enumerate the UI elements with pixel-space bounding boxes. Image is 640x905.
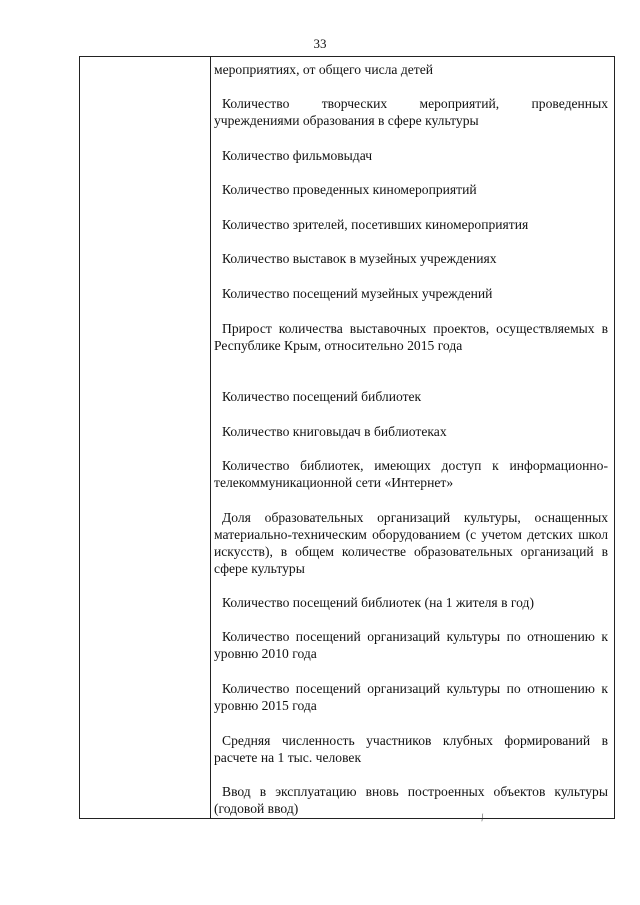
indicator-row <box>214 388 608 405</box>
indicators-table <box>79 56 615 819</box>
indicator-text: мероприятиях, от общего числа детей <box>214 62 434 77</box>
indicator-row <box>214 680 608 714</box>
indicator-text: Количество посещений организаций культуры по отношению к уровню 2010 года <box>214 629 608 661</box>
pen-mark: / <box>479 811 486 825</box>
indicator-row <box>214 285 608 302</box>
indicator-row <box>214 250 608 267</box>
indicator-text: Ввод в эксплуатацию вновь построенных объектов культуры (годовой ввод) <box>214 784 608 816</box>
indicator-text: Прирост количества выставочных проектов, осуществляемых в Республике Крым, относительно 2015 года <box>214 321 608 353</box>
indicator-text: Количество фильмовыдач <box>222 148 373 163</box>
indicator-text: Количество выставок в музейных учреждениях <box>222 251 497 266</box>
indicator-text: Количество посещений библиотек (на 1 жителя в год) <box>222 595 534 610</box>
indicator-text: Количество посещений музейных учреждений <box>222 286 493 301</box>
indicator-row <box>214 181 608 198</box>
indicator-row <box>214 147 608 164</box>
indicator-text: Количество творческих мероприятий, проведенных учреждениями образования в сфере культуры <box>214 96 608 128</box>
indicator-row <box>214 423 608 440</box>
indicator-row <box>214 320 608 354</box>
indicator-text: Количество книговыдач в библиотеках <box>222 424 447 439</box>
indicator-row <box>214 61 608 78</box>
indicator-text: Количество посещений организаций культуры по отношению к уровню 2015 года <box>214 681 608 713</box>
indicator-row <box>214 732 608 766</box>
indicator-row <box>214 783 608 817</box>
indicator-row <box>214 457 608 491</box>
column-divider <box>210 57 211 818</box>
indicator-text: Средняя численность участников клубных формирований в расчете на 1 тыс. человек <box>214 733 608 765</box>
indicator-row <box>214 95 608 129</box>
indicator-text: Количество зрителей, посетивших киномероприятия <box>222 217 529 232</box>
indicator-text: Количество библиотек, имеющих доступ к информационно-телекоммуникационной сети «Интернет» <box>214 458 608 490</box>
indicator-text: Доля образовательных организаций культуры, оснащенных материально-техническим оборудованием (с учетом детских школ искусств), в общем количестве образовательных организаций в сфере культуры <box>214 510 608 576</box>
page-number: 33 <box>313 36 327 51</box>
indicator-text: Количество посещений библиотек <box>222 389 422 404</box>
indicator-row <box>214 509 608 577</box>
indicator-text: Количество проведенных киномероприятий <box>222 182 477 197</box>
indicator-row <box>214 594 608 611</box>
indicator-row <box>214 216 608 233</box>
indicator-row <box>214 628 608 662</box>
